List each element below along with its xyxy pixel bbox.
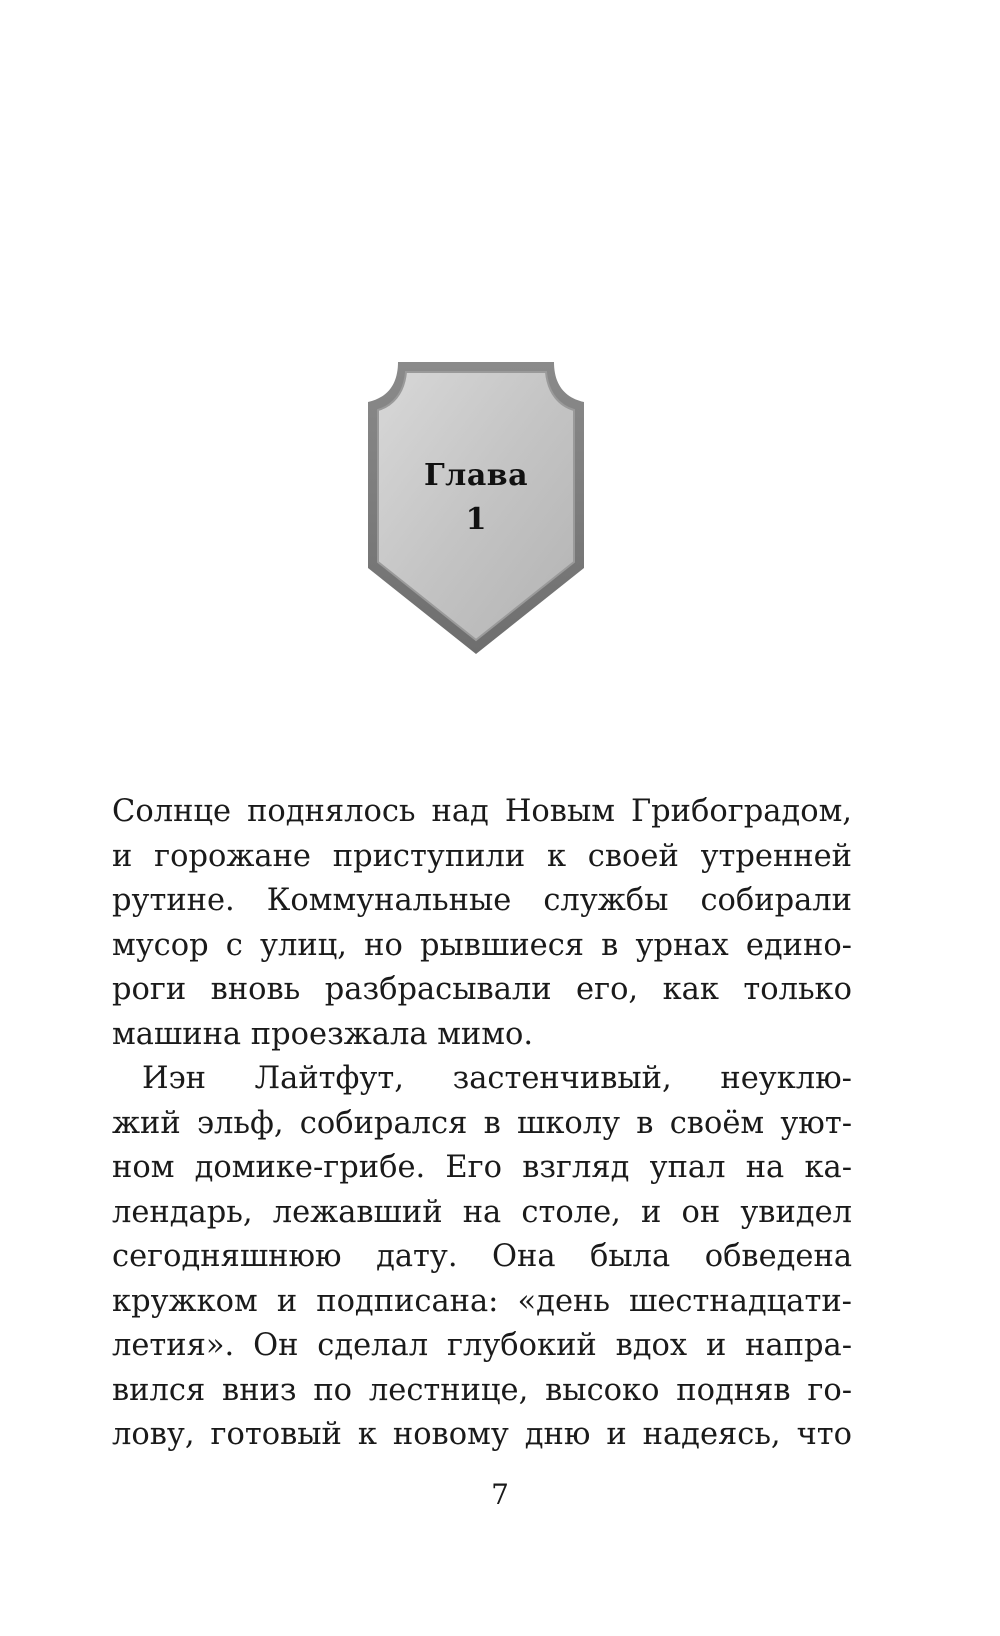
text-line: роги вновь разбрасывали его, как только	[112, 972, 852, 1007]
text-line: и горожане приступили к своей утренней	[112, 838, 852, 874]
page-number: 7	[491, 1478, 509, 1511]
chapter-body-text	[112, 790, 852, 1458]
text-line: жий эльф, собирался в школу в своём уют-	[112, 1105, 852, 1141]
text-line: кружком и подписана: «день шестнадцати-	[112, 1283, 852, 1319]
text-line: лову, готовый к новому дню и надеясь, что	[112, 1417, 852, 1452]
chapter-shield-badge	[368, 362, 584, 654]
text-line: Солнце поднялось над Новым Грибоградом,	[112, 794, 852, 829]
text-line: Иэн Лайтфут, застенчивый, неуклю-	[142, 1061, 852, 1096]
text-line: лендарь, лежавший на столе, и он увидел	[112, 1194, 852, 1230]
text-line: мусор с улиц, но рывшиеся в урнах едино-	[112, 927, 852, 963]
chapter-number: 1	[465, 502, 487, 537]
text-line: вился вниз по лестнице, высоко подняв го-	[112, 1372, 852, 1408]
chapter-title: Глава	[423, 458, 529, 493]
text-line: сегодняшнюю дату. Она была обведена	[112, 1239, 852, 1274]
text-line: ном домике-грибе. Его взгляд упал на ка-	[112, 1150, 852, 1185]
text-line: рутине. Коммунальные службы собирали	[112, 883, 852, 918]
text-line: летия». Он сделал глубокий вдох и напра-	[112, 1328, 852, 1363]
text-line: машина проезжала мимо.	[112, 1016, 534, 1052]
